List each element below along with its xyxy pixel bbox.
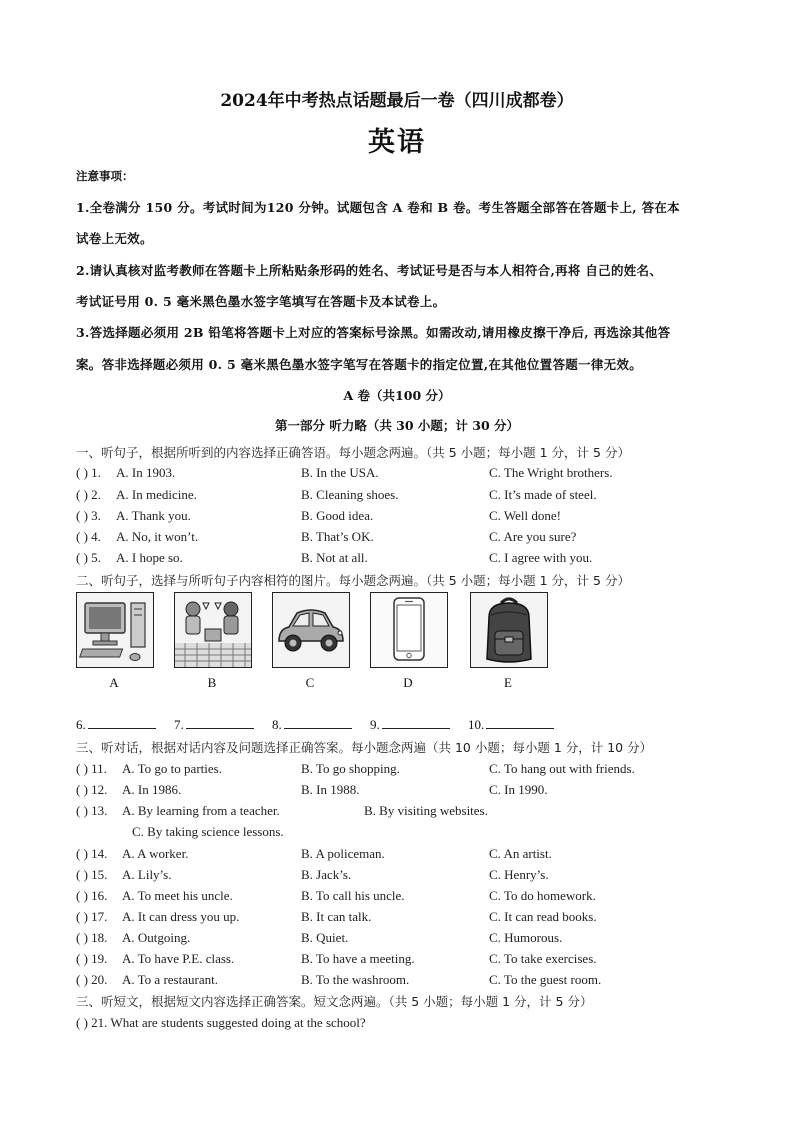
blank-line[interactable] [382,716,450,729]
option-b: B. To go shopping. [301,761,400,776]
answer-blank[interactable] [468,716,554,733]
question-number: ( ) 19. [76,951,108,966]
option-c: C. It’s made of steel. [489,487,597,502]
picture-label: A [109,675,119,690]
question-row [76,761,736,779]
computer-icon [77,593,153,667]
option-a: A. Lily’s. [122,867,172,882]
option-c: C. By taking science lessons. [132,824,284,839]
question-row [76,888,736,906]
option-c: C. To do homework. [489,888,596,903]
picture-b [174,592,252,668]
section1-title: 一、听句子，根据所听到的内容选择正确答语。每小题念两遍。（共 5 小题；每小题 1 分，计 5 分） [76,445,630,460]
question-row [76,909,736,927]
blank-line[interactable] [284,716,352,729]
option-c: C. The Wright brothers. [489,465,613,480]
note-line: 考试证号用 0. 5 毫米黑色墨水签字笔填写在答题卡及本试卷上。 [76,294,446,309]
picnic-icon [175,593,251,667]
question-number: ( ) 11. [76,761,107,776]
exam-subject: 英语 [368,127,426,158]
picture-label: E [504,675,512,690]
question-number: ( ) 20. [76,972,108,987]
question-number: ( ) 4. [76,529,101,544]
option-b: B. That’s OK. [301,529,374,544]
question-row [76,867,736,885]
option-a: A. Outgoing. [122,930,191,945]
option-b: B. To call his uncle. [301,888,405,903]
option-b: B. Not at all. [301,550,368,565]
question-row-continued [76,824,736,842]
question-row [76,465,736,483]
option-b: B. A policeman. [301,846,385,861]
option-a: A. To go to parties. [122,761,222,776]
picture-d [370,592,448,668]
answer-blank[interactable] [76,716,156,733]
section2-title: 二、听句子，选择与所听句子内容相符的图片。每小题念两遍。（共 5 小题；每小题 1 分，计 5 分） [76,573,630,588]
blank-line[interactable] [88,716,156,729]
option-b: B. It can talk. [301,909,372,924]
section3-title: 三、听对话，根据对话内容及问题选择正确答案。每小题念两遍（共 10 小题；每小题 1 分，计 10 分） [76,740,653,755]
option-a: A. To meet his uncle. [122,888,233,903]
option-c: C. Are you sure? [489,529,577,544]
option-a: A. No, it won’t. [116,529,199,544]
question-number: ( ) 2. [76,487,101,502]
question-row [76,550,736,568]
answer-blank[interactable] [370,716,450,733]
question-number: ( ) 1. [76,465,101,480]
question-row [76,487,736,505]
question-number: ( ) 12. [76,782,108,797]
option-c: C. Henry’s. [489,867,549,882]
option-b: B. Good idea. [301,508,374,523]
paper-a-heading: A 卷（共100 分） [343,388,451,403]
option-c: C. To the guest room. [489,972,602,987]
question-row [76,951,736,969]
option-b: B. By visiting websites. [364,803,488,818]
note-line: 1.全卷满分 150 分。考试时间为120 分钟。试题包含 A 卷和 B 卷。考生答题全部答在答题卡上, 答在本 [76,200,680,215]
blank-number: 10. [468,717,485,732]
option-c: C. I agree with you. [489,550,593,565]
note-line: 2.请认真核对监考教师在答题卡上所粘贴条形码的姓名、考试证号是否与本人相符合,再将 自己的姓名、 [76,263,663,278]
car-icon [273,593,349,667]
picture-label: D [403,675,413,690]
blank-number: 7. [174,717,184,732]
question-row [76,508,736,526]
option-c: C. It can read books. [489,909,597,924]
blank-line[interactable] [186,716,254,729]
notes-label: 注意事项： [76,169,134,183]
picture-label: C [305,675,315,690]
option-b: B. Cleaning shoes. [301,487,399,502]
part1-heading: 第一部分 听力略（共 30 小题；计 30 分） [274,418,520,433]
picture-c [272,592,350,668]
picture-label: B [207,675,217,690]
option-b: B. In the USA. [301,465,379,480]
question-row [76,803,736,821]
blank-line[interactable] [486,716,554,729]
blank-number: 9. [370,717,380,732]
option-c: C. Well done! [489,508,562,523]
exam-title: 2024年中考热点话题最后一卷（四川成都卷） [220,91,574,111]
picture-a [76,592,154,668]
picture-e [470,592,548,668]
option-c: C. Humorous. [489,930,563,945]
option-c: C. In 1990. [489,782,548,797]
blank-number: 6. [76,717,86,732]
option-c: C. To hang out with friends. [489,761,635,776]
option-a: A. In medicine. [116,487,197,502]
option-c: C. An artist. [489,846,552,861]
option-a: A. A worker. [122,846,189,861]
note-line: 试卷上无效。 [76,231,153,246]
question-row [76,930,736,948]
question-number: ( ) 14. [76,846,108,861]
option-b: B. Quiet. [301,930,349,945]
option-a: A. Thank you. [116,508,191,523]
question-row [76,1015,736,1033]
section4-title: 三、听短文，根据短文内容选择正确答案。短文念两遍。（共 5 小题；每小题 1 分，计 5 分） [76,994,593,1009]
question-number: ( ) 17. [76,909,108,924]
option-b: B. In 1988. [301,782,360,797]
answer-blank[interactable] [272,716,352,733]
option-c: C. To take exercises. [489,951,597,966]
option-a: A. By learning from a teacher. [122,803,280,818]
option-a: A. I hope so. [116,550,183,565]
option-b: B. Jack’s. [301,867,352,882]
question-row [76,846,736,864]
option-a: A. It can dress you up. [122,909,240,924]
option-a: A. In 1903. [116,465,176,480]
note-line: 案。答非选择题必须用 0. 5 毫米黑色墨水签字笔写在答题卡的指定位置,在其他位置答题一律无效。 [76,357,643,372]
note-line: 3.答选择题必须用 2B 铅笔将答题卡上对应的答案标号涂黑。如需改动,请用橡皮擦干净后, 再选涂其他答 [76,325,671,340]
question-number: ( ) 18. [76,930,108,945]
option-b: B. To the washroom. [301,972,410,987]
question-number: ( ) 3. [76,508,101,523]
option-a: A. In 1986. [122,782,182,797]
question-number: ( ) 15. [76,867,108,882]
question-number: ( ) 13. [76,803,108,818]
option-b: B. To have a meeting. [301,951,415,966]
question-row [76,972,736,990]
answer-blank[interactable] [174,716,254,733]
option-a: A. To have P.E. class. [122,951,235,966]
option-a: A. To a restaurant. [122,972,218,987]
question-number: ( ) 16. [76,888,108,903]
blank-number: 8. [272,717,282,732]
question-number: ( ) 5. [76,550,101,565]
question-row [76,782,736,800]
question-row [76,529,736,547]
smartphone-icon [371,593,447,667]
question-text: ( ) 21. What are students suggested doing at the school? [76,1015,366,1030]
backpack-icon [471,593,547,667]
